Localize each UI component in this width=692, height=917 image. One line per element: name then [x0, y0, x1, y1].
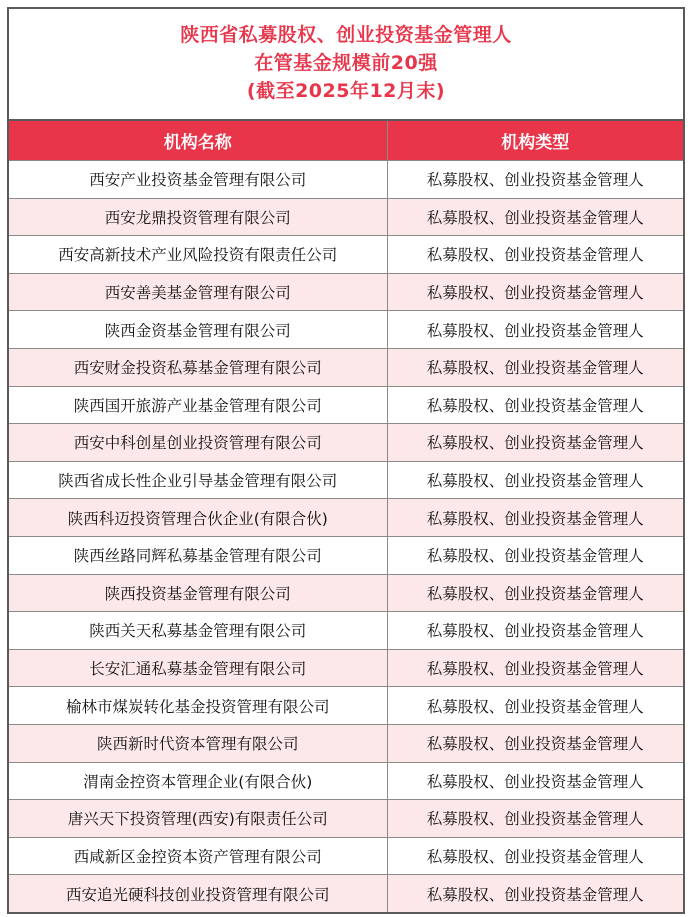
table-row — [9, 386, 683, 424]
institution-name-cell: 西安财金投资私募基金管理有限公司 — [9, 348, 387, 386]
institution-type-cell: 私募股权、创业投资基金管理人 — [387, 612, 683, 650]
title-line-1: 陕西省私募股权、创业投资基金管理人 — [180, 24, 512, 46]
institution-type-cell: 私募股权、创业投资基金管理人 — [387, 687, 683, 725]
table-row — [9, 724, 683, 762]
institution-type-cell: 私募股权、创业投资基金管理人 — [387, 837, 683, 875]
table-row — [9, 536, 683, 574]
table-row — [9, 273, 683, 311]
table-header-row — [9, 121, 683, 161]
table-row — [9, 687, 683, 725]
institution-name-cell: 西安产业投资基金管理有限公司 — [9, 161, 387, 199]
institution-type-cell: 私募股权、创业投资基金管理人 — [387, 273, 683, 311]
institution-name-cell: 西安高新技术产业风险投资有限责任公司 — [9, 236, 387, 274]
institution-type-cell: 私募股权、创业投资基金管理人 — [387, 536, 683, 574]
institution-name-cell: 西安追光硬科技创业投资管理有限公司 — [9, 875, 387, 912]
institution-type-cell: 私募股权、创业投资基金管理人 — [387, 461, 683, 499]
table-row — [9, 837, 683, 875]
institution-name-cell: 唐兴天下投资管理(西安)有限责任公司 — [9, 800, 387, 838]
institution-name-cell: 渭南金控资本管理企业(有限合伙) — [9, 762, 387, 800]
institution-name-cell: 陕西丝路同辉私募基金管理有限公司 — [9, 536, 387, 574]
table-row — [9, 348, 683, 386]
institution-type-cell: 私募股权、创业投资基金管理人 — [387, 236, 683, 274]
institution-type-cell: 私募股权、创业投资基金管理人 — [387, 161, 683, 199]
institution-name-cell: 陕西省成长性企业引导基金管理有限公司 — [9, 461, 387, 499]
title-block — [9, 9, 683, 121]
institution-name-cell: 西安中科创星创业投资管理有限公司 — [9, 424, 387, 462]
institution-name-cell: 陕西科迈投资管理合伙企业(有限合伙) — [9, 499, 387, 537]
header-institution-type: 机构类型 — [387, 121, 683, 161]
institution-type-cell: 私募股权、创业投资基金管理人 — [387, 424, 683, 462]
table-row — [9, 762, 683, 800]
institution-name-cell: 陕西新时代资本管理有限公司 — [9, 724, 387, 762]
table-row — [9, 875, 683, 912]
table-body — [9, 161, 683, 912]
institution-name-cell: 陕西关天私募基金管理有限公司 — [9, 612, 387, 650]
institution-type-cell: 私募股权、创业投资基金管理人 — [387, 574, 683, 612]
table-row — [9, 612, 683, 650]
institution-name-cell: 西咸新区金控资本资产管理有限公司 — [9, 837, 387, 875]
table-row — [9, 649, 683, 687]
title-line-2: 在管基金规模前20强 — [254, 52, 438, 74]
table-row — [9, 161, 683, 199]
table-row — [9, 461, 683, 499]
institution-type-cell: 私募股权、创业投资基金管理人 — [387, 762, 683, 800]
ranking-table-sheet — [7, 7, 685, 914]
header-institution-name: 机构名称 — [9, 121, 387, 161]
institution-name-cell: 榆林市煤炭转化基金投资管理有限公司 — [9, 687, 387, 725]
institution-type-cell: 私募股权、创业投资基金管理人 — [387, 386, 683, 424]
manager-ranking-table — [9, 121, 683, 912]
institution-type-cell: 私募股权、创业投资基金管理人 — [387, 649, 683, 687]
institution-name-cell: 陕西投资基金管理有限公司 — [9, 574, 387, 612]
institution-name-cell: 西安善美基金管理有限公司 — [9, 273, 387, 311]
table-row — [9, 311, 683, 349]
institution-type-cell: 私募股权、创业投资基金管理人 — [387, 875, 683, 912]
table-row — [9, 574, 683, 612]
table-row — [9, 424, 683, 462]
institution-name-cell: 陕西金资基金管理有限公司 — [9, 311, 387, 349]
institution-name-cell: 西安龙鼎投资管理有限公司 — [9, 198, 387, 236]
institution-type-cell: 私募股权、创业投资基金管理人 — [387, 198, 683, 236]
institution-name-cell: 长安汇通私募基金管理有限公司 — [9, 649, 387, 687]
institution-type-cell: 私募股权、创业投资基金管理人 — [387, 348, 683, 386]
table-row — [9, 800, 683, 838]
table-row — [9, 499, 683, 537]
institution-type-cell: 私募股权、创业投资基金管理人 — [387, 800, 683, 838]
title-line-3: (截至2025年12月末) — [246, 80, 446, 102]
institution-type-cell: 私募股权、创业投资基金管理人 — [387, 311, 683, 349]
table-row — [9, 198, 683, 236]
institution-name-cell: 陕西国开旅游产业基金管理有限公司 — [9, 386, 387, 424]
institution-type-cell: 私募股权、创业投资基金管理人 — [387, 499, 683, 537]
institution-type-cell: 私募股权、创业投资基金管理人 — [387, 724, 683, 762]
table-row — [9, 236, 683, 274]
